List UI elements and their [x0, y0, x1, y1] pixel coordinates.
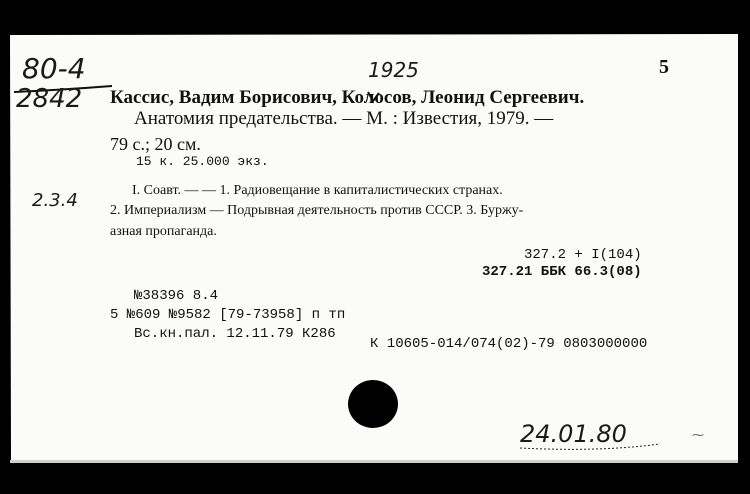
- birth-year: 1925: [368, 58, 419, 82]
- faint-mark-icon: ⁓: [692, 428, 704, 442]
- punch-hole: [348, 380, 398, 428]
- registration-line-2: 5 №609 №9582 [79-73958] п тп: [110, 307, 346, 323]
- index-code: К 10605-014/074(02)-79 0803000000: [370, 336, 648, 352]
- subjects-line-3: азная пропаганда.: [110, 224, 217, 239]
- price-line: 15 к. 25.000 экз.: [136, 154, 269, 169]
- margin-mark: 2.3.4: [32, 190, 78, 211]
- classification-line-1: 327.2 + I(104): [524, 247, 642, 263]
- registration-line-1: №38396 8.4: [134, 288, 219, 304]
- card-number: 5: [659, 56, 669, 78]
- subjects-line-2: 2. Империализм — Подрывная деятельность против СССР. 3. Буржу-: [110, 203, 524, 218]
- title-line: Анатомия предательства. — М. : Известия, 1979. —: [134, 108, 554, 129]
- classification-line-2: 327.21 ББК 66.3(08): [482, 264, 642, 280]
- inventory-number: 2842: [16, 84, 83, 114]
- subjects-line-1: I. Соавт. — — 1. Радиовещание в капиталистических странах.: [132, 183, 503, 198]
- extent-line: 79 с.; 20 см.: [110, 134, 201, 154]
- authors-line: Кассис, Вадим Борисович, Колосов, Леонид Сергеевич.: [110, 87, 585, 108]
- handwritten-date: 24.01.80: [520, 420, 627, 448]
- call-number: 80-4: [22, 52, 86, 85]
- registration-line-3: Вс.кн.пал. 12.11.79 К286: [134, 326, 336, 342]
